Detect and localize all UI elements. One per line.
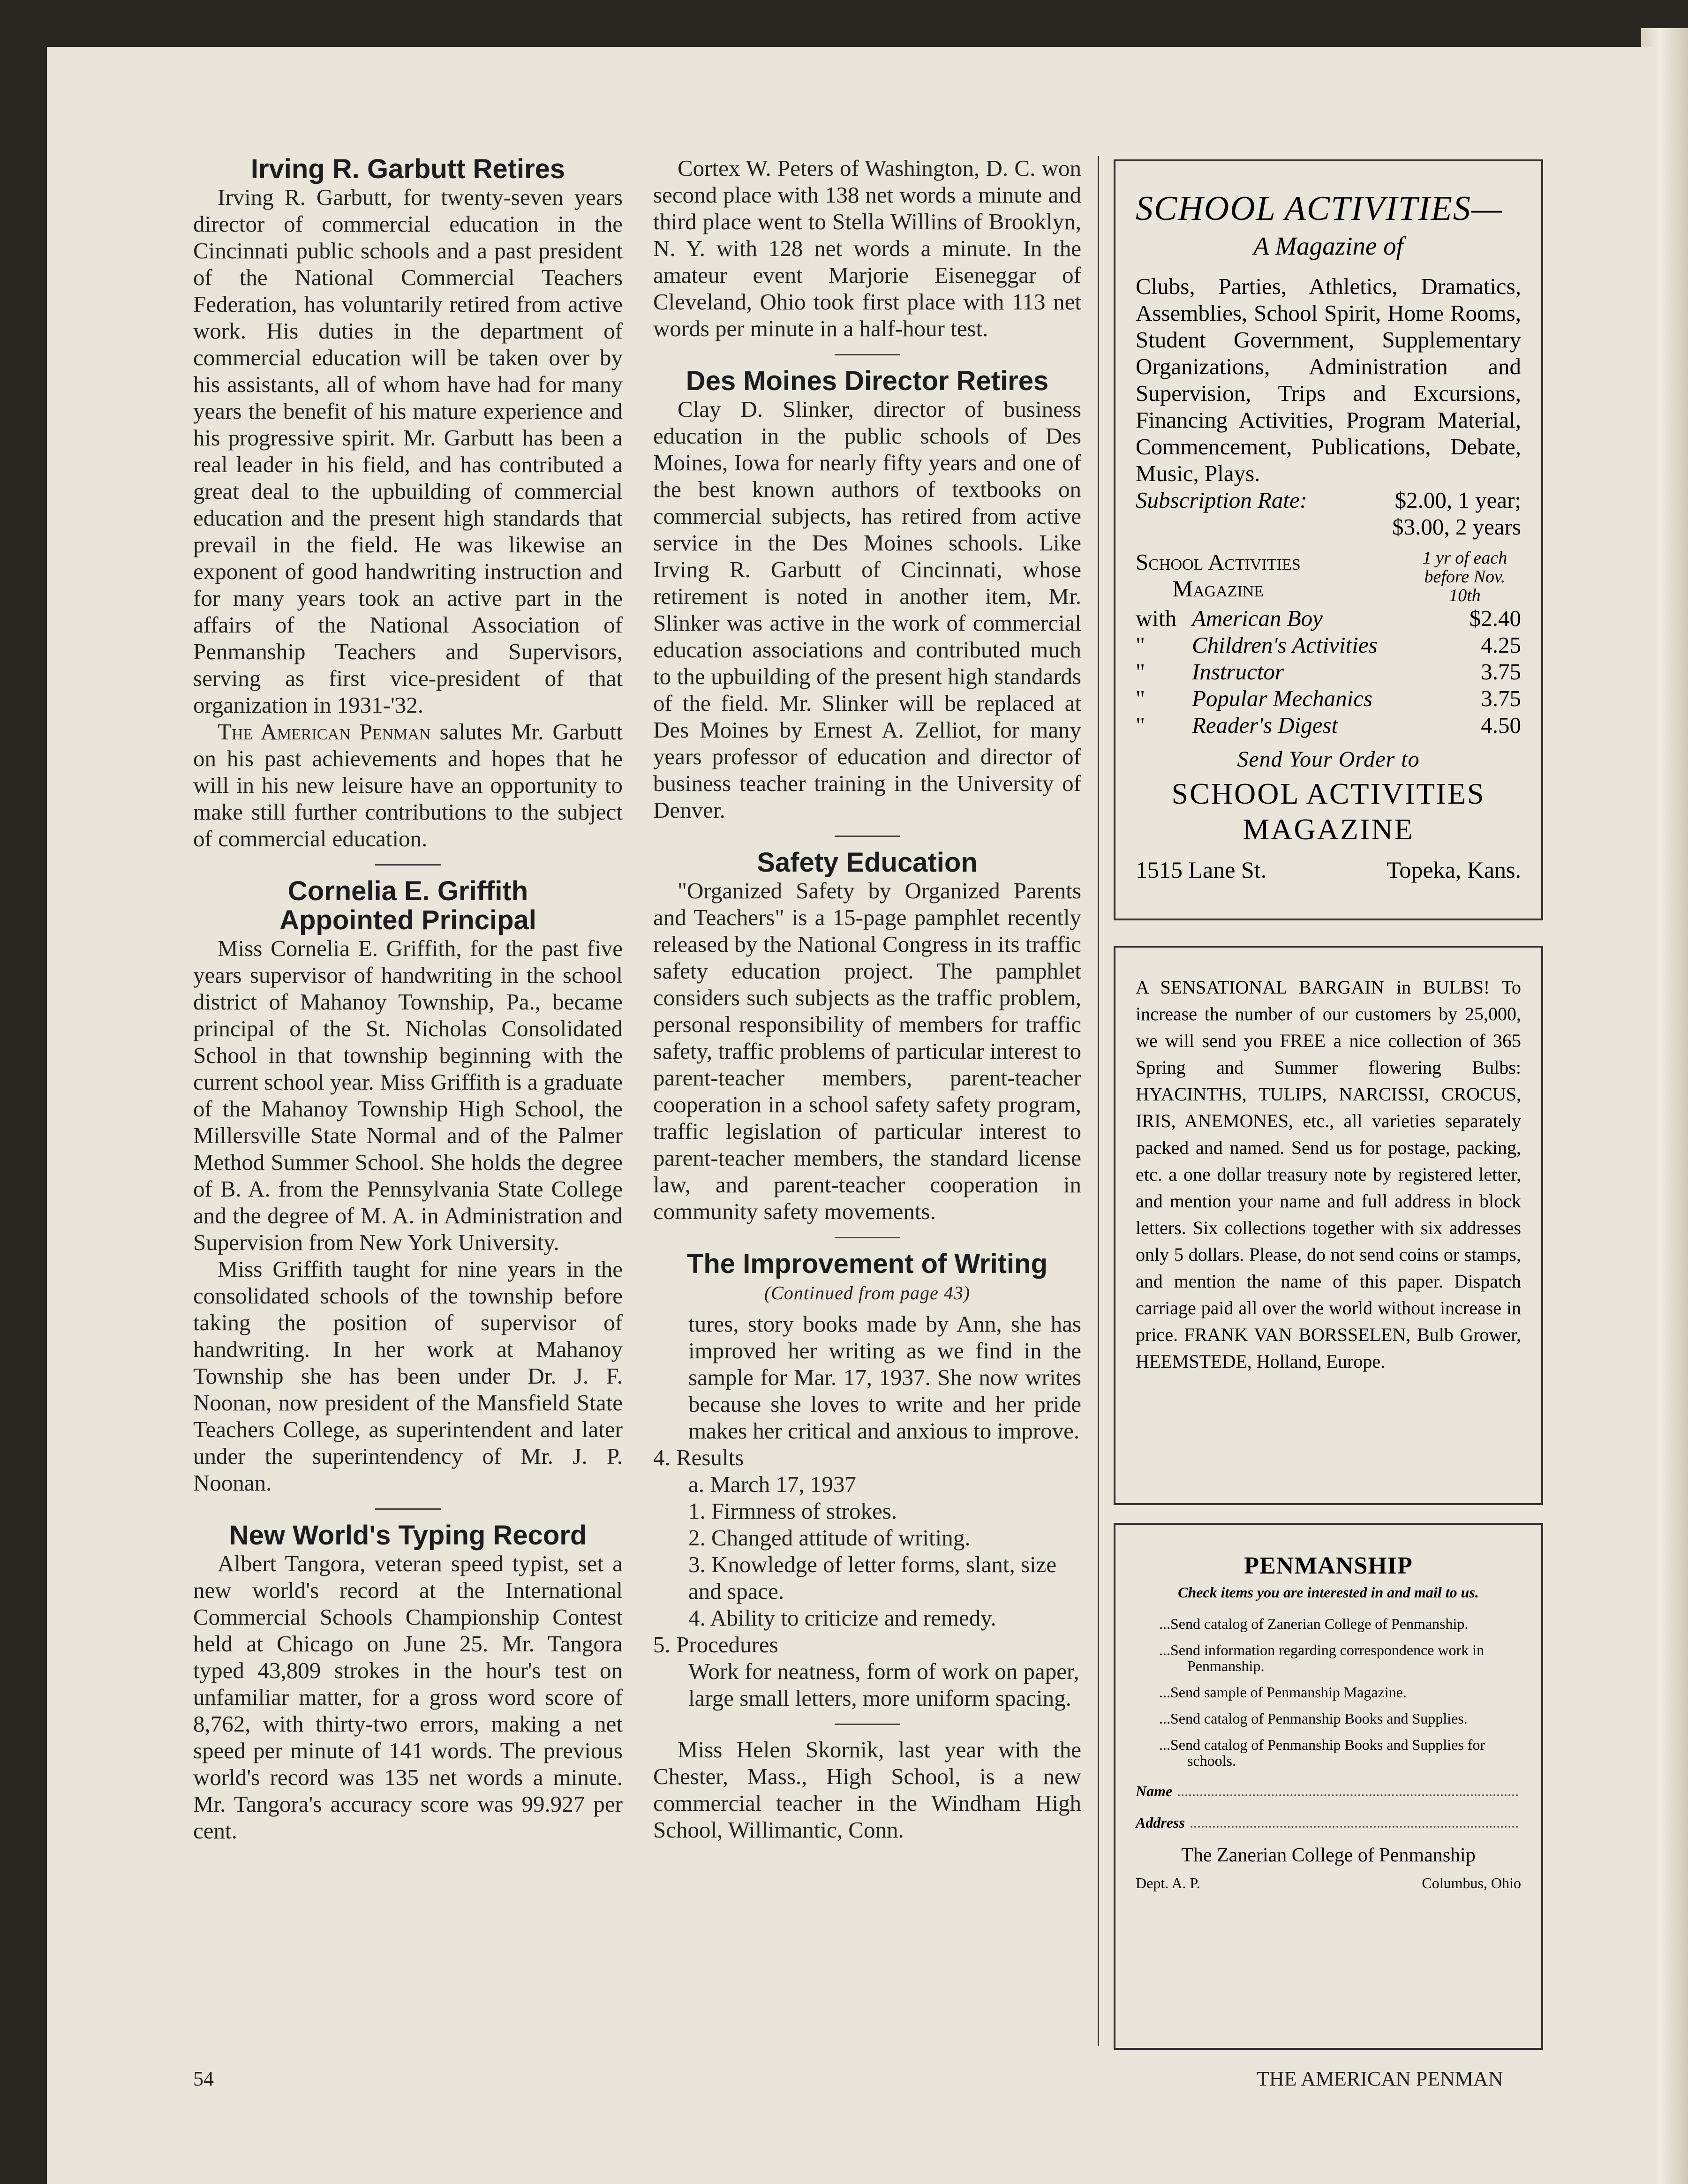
ad-topics: Clubs, Parties, Athletics, Dramatics, Assemblies, School Spirit, Home Rooms, Student Government, Supplementary Organizations, Administration and Supervision, Trips and Excursions, Financing Activities, Program Material, Commencement, Publications, Debate, Music, Plays.: [1136, 273, 1521, 486]
name-field: [1136, 1783, 1521, 1800]
checklist-item: ...Send catalog of Penmanship Books and Supplies.: [1159, 1710, 1468, 1727]
results-item: 1. Firmness of strokes.: [688, 1498, 897, 1524]
address-label: Address: [1136, 1814, 1185, 1831]
des-moines-paragraph: Clay D. Slinker, director of business education in the public schools of Des Moines, Iowa for nearly fifty years and one of the best known authors of textbooks on commercial subjects, has retired from active service in the Des Moines schools. Like Irving R. Garbutt of Cincinnati, whose retirement is noted in another item, Mr. Slinker was active in the work of commercial education associations and contributed much to the upbuilding of the present high standards of the field. Mr. Slinker will be replaced at Des Moines by Ernest A. Zelliot, for many years professor of education and director of business teacher training in the University of Denver.: [653, 396, 1081, 823]
griffith-paragraph-2: Miss Griffith taught for nine years in the consolidated schools of the township before taking the position of supervisor of handwriting. In her work at Mahanoy Township she has been under Dr. J. F. Noonan, now president of the Mansfield State Teachers College, as superintendent and later under the superintendency of Mr. J. P. Noonan.: [193, 1256, 623, 1496]
results-item: 2. Changed attitude of writing.: [688, 1525, 971, 1551]
writing-paragraph: tures, story books made by Ann, she has improved her writing as we find in the sample for Mar. 17, 1937. She now writes because she loves to write and her pride makes her critical and anxious to improve.: [688, 1311, 1081, 1444]
combo-row-title: [1136, 685, 1372, 712]
combo-row-price: 3.75: [1481, 659, 1521, 685]
checklist-item: ...Send catalog of Penmanship Books and Supplies for schools.: [1159, 1736, 1485, 1769]
section-divider: [835, 1237, 900, 1238]
send-order-text: Send Your Order to: [1237, 747, 1420, 772]
combo-row: [1136, 632, 1521, 658]
combo-row-magazine: Popular Mechanics: [1192, 685, 1373, 711]
typing-paragraph-1: Albert Tangora, veteran speed typist, set a new world's record at the International Commercial Schools Championship Contest held at Chicago on June 25. Mr. Tangora typed 43,809 strokes in the hour's test on unfamiliar matter, for a gross word score of 8,762, with thirty-two errors, making a net speed per minute of 141 words. The previous world's record was 135 net words a minute. Mr. Tangora's accuracy score was 99.927 per cent.: [193, 1551, 623, 1844]
magazine-name-line-2: MAGAZINE: [1243, 813, 1414, 846]
combo-row-title: [1136, 605, 1323, 632]
combo-row: [1136, 712, 1521, 738]
ad-address: [1136, 857, 1521, 883]
college-address: [1136, 1874, 1521, 1892]
combo-row-magazine: Reader's Digest: [1192, 712, 1338, 738]
griffith-paragraph-1: Miss Cornelia E. Griffith, for the past five years supervisor of handwriting in the school district of Mahanoy Township, Pa., became principal of the St. Nicholas Consolidated School in that township beginning with the current school year. Miss Griffith is a graduate of the Mahanoy Township High School, the Millersville State Normal and of the Palmer Method Summer School. She holds the degree of B. A. from the Pennsylvania State College and the degree of M. A. in Administration and Supervision from New York University.: [193, 935, 623, 1255]
address-street: 1515 Lane St.: [1136, 857, 1267, 883]
column-left: [193, 155, 623, 1844]
results-item: 3. Knowledge of letter forms, slant, size and space.: [688, 1551, 1057, 1604]
combo-header: [1136, 549, 1521, 605]
school-activities-ad: [1114, 159, 1543, 920]
page-number: 54: [193, 2067, 214, 2090]
college-dept: Dept. A. P.: [1136, 1875, 1200, 1891]
bulb-ad-text: A SENSATIONAL BARGAIN in BULBS! To increase the number of our customers by 25,000, we will send you FREE a nice collection of 365 Spring and Summer flowering Bulbs: HYACINTHS, TULIPS, NARCISSI, CROCUS, IRIS, ANEMONES, etc., all varieties separately packed and named. Send us for postage, packing, etc. a one dollar treasury note by registered letter, and mention your name and full address in block letters. Six collections together with six addresses only 5 dollars. Please, do not send coins or stamps, and mention the name of this paper. Dispatch carriage paid all over the world without increase in price. FRANK VAN BORSSELEN, Bulb Grower, HEEMSTEDE, Holland, Europe.: [1136, 977, 1521, 1372]
combo-row: [1136, 658, 1521, 685]
combo-row-price: 4.50: [1481, 712, 1521, 738]
combo-row-title: [1136, 658, 1284, 685]
continued-note: (Continued from page 43): [764, 1282, 971, 1303]
combo-row-prefix: ": [1136, 712, 1145, 738]
combo-row: [1136, 605, 1521, 632]
procedures-label: 5. Procedures: [653, 1632, 778, 1657]
results-label: 4. Results: [653, 1445, 744, 1470]
section-divider: [835, 836, 900, 837]
subscription-rate-row-2: [1136, 513, 1521, 540]
penmanship-title: PENMANSHIP: [1244, 1552, 1413, 1579]
griffith-heading-line-1: Cornelia E. Griffith: [287, 876, 528, 906]
garbutt-paragraph-2: [193, 718, 623, 852]
combo-row-title: [1136, 712, 1338, 738]
bulb-ad: [1114, 946, 1543, 1505]
combo-label-line-2: Magazine: [1172, 576, 1264, 602]
combo-row-price: 3.75: [1481, 685, 1521, 711]
checklist-item: ...Send information regarding correspondence work in Penmanship.: [1159, 1642, 1485, 1674]
skornik-paragraph: Miss Helen Skornik, last year with the Chester, Mass., High School, is a new commercial teacher in the Windham High School, Willimantic, Conn.: [653, 1737, 1081, 1843]
combo-label: [1136, 549, 1301, 605]
penmanship-instruction: Check items you are interested in and mail to us.: [1178, 1584, 1479, 1601]
combo-row-prefix: ": [1136, 632, 1145, 658]
subscription-rate-label: Subscription Rate:: [1136, 487, 1308, 513]
garbutt-paragraph-1: Irving R. Garbutt, for twenty-seven years director of commercial education in the Cincinnati public schools and a past president of the National Commercial Teachers Federation, has voluntarily retired from active work. His duties in the department of commercial education will be taken over by his assistants, all of whom have had for many years the benefit of his mature experience and his progressive spirit. Mr. Garbutt has been a real leader in his field, and has contributed a great deal to the upbuilding of commercial education and the present high standards that prevail in the field. He was likewise an exponent of good handwriting instruction and for many years took an active part in the affairs of the National Association of Penmanship Teachers and Supervisors, serving as first vice-president of that organization in 1931-'32.: [193, 184, 623, 718]
magazine-name-line-1: SCHOOL ACTIVITIES: [1171, 777, 1485, 810]
section-divider: [375, 1508, 441, 1510]
combo-row-title: [1136, 632, 1378, 658]
writing-heading: The Improvement of Writing: [686, 1249, 1048, 1279]
typing-heading: New World's Typing Record: [229, 1520, 587, 1551]
griffith-heading-line-2: Appointed Principal: [279, 905, 536, 935]
combo-row-prefix: with: [1136, 605, 1177, 631]
penman-name: The American Penman: [218, 719, 431, 745]
subscription-rate-2: $3.00, 2 years: [1392, 514, 1521, 540]
checklist-item: ...Send sample of Penmanship Magazine.: [1159, 1684, 1407, 1701]
penmanship-ad: [1114, 1523, 1543, 2050]
results-sub: a. March 17, 1937: [688, 1471, 856, 1497]
des-moines-heading: Des Moines Director Retires: [686, 366, 1049, 396]
name-label: Name: [1136, 1783, 1173, 1800]
column-separator-line: [1098, 156, 1099, 2046]
address-dotted-line: [1191, 1814, 1518, 1828]
combo-row-magazine: American Boy: [1192, 605, 1323, 631]
section-divider: [375, 864, 441, 866]
combo-row-prefix: ": [1136, 685, 1145, 711]
ad-subtitle: A Magazine of: [1253, 232, 1403, 260]
combo-row-magazine: Instructor: [1192, 659, 1284, 685]
safety-paragraph: "Organized Safety by Organized Parents and Teachers" is a 15-page pamphlet recently released by the National Congress in its traffic safety education project. The pamphlet considers such subjects as the traffic problem, personal responsibility of members for traffic safety, traffic problems of particular interest to parent-teacher members, parent-teacher cooperation in a school safety safety program, traffic legislation of particular interest to parent-teacher members, the standard license law, and parent-teacher cooperation in community safety movements.: [653, 878, 1081, 1224]
safety-heading: Safety Education: [757, 847, 978, 878]
combo-row-price: $2.40: [1469, 605, 1521, 631]
typing-continued-paragraph: Cortex W. Peters of Washington, D. C. won second place with 138 net words a minute and third place went to Stella Willins of Brooklyn, N. Y. with 128 net words a minute. In the amateur event Marjorie Eiseneggar of Cleveland, Ohio took first place with 113 net words per minute in a half-hour test.: [653, 155, 1081, 341]
college-city: Columbus, Ohio: [1422, 1875, 1521, 1891]
checklist-item: ...Send catalog of Zanerian College of Penmanship.: [1159, 1615, 1469, 1632]
combo-row-magazine: Children's Activities: [1192, 632, 1378, 658]
subscription-rate-row: [1136, 487, 1521, 513]
combo-label-line-1: School Activities: [1136, 549, 1301, 575]
combo-note: 1 yr of each before Nov. 10th: [1422, 548, 1507, 605]
section-divider: [835, 354, 900, 355]
combo-row-prefix: ": [1136, 659, 1145, 685]
results-item: 4. Ability to criticize and remedy.: [688, 1605, 996, 1631]
combo-row-price: 4.25: [1481, 632, 1521, 658]
address-city: Topeka, Kans.: [1387, 857, 1521, 883]
column-middle: [653, 155, 1081, 1843]
garbutt-paragraph-2-text: salutes Mr. Garbutt on his past achievements and hopes that he will in his new leisure have an opportunity to make still further contributions to the subject of commercial education.: [193, 719, 623, 851]
address-field: [1136, 1814, 1521, 1831]
subscription-rate-1: $2.00, 1 year;: [1394, 487, 1521, 513]
section-divider: [835, 1724, 900, 1725]
college-name: The Zanerian College of Penmanship: [1181, 1845, 1476, 1866]
procedures-text: Work for neatness, form of work on paper, large small letters, more uniform spacing.: [688, 1658, 1079, 1711]
ad-title: SCHOOL ACTIVITIES—: [1136, 189, 1503, 228]
name-dotted-line: [1178, 1783, 1518, 1796]
magazine-footer-title: THE AMERICAN PENMAN: [1257, 2067, 1503, 2090]
penmanship-checklist: [1159, 1616, 1521, 1769]
combo-price-list: [1136, 605, 1521, 738]
combo-row: [1136, 685, 1521, 712]
garbutt-heading: Irving R. Garbutt Retires: [250, 154, 565, 184]
